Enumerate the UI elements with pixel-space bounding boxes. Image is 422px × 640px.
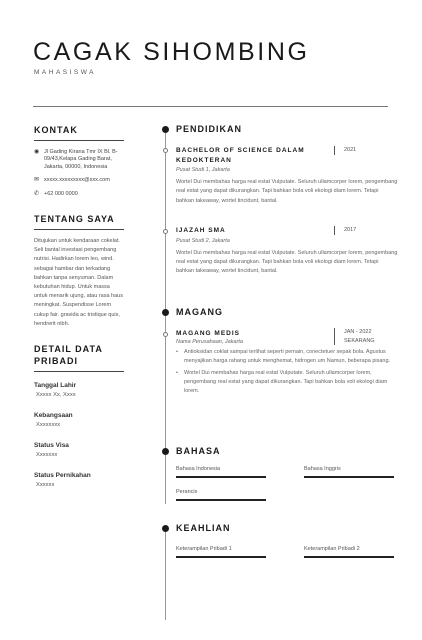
detail-list: [34, 382, 124, 488]
address-text: Jl Gading Kirana Tmr IX Bl. B- 09/43,Kelapa Gading Barat, Jakarta, 00000, Indonesia: [44, 149, 118, 170]
entry-date: 2017: [334, 226, 398, 235]
language-list: [176, 466, 398, 506]
tentang-divider: [34, 229, 124, 230]
detail-value: Xxxxxxx: [36, 452, 58, 459]
language-level-bar: [176, 476, 266, 478]
skill-item: [304, 546, 394, 558]
skill-name: Keterampilan Pribadi 1: [176, 546, 232, 552]
entry-institution: Pusat Studi 2, Jakarta: [176, 237, 230, 244]
email-text: xxxxx.xxxxxxxxx@xxx.com: [44, 177, 110, 184]
section-dot: [162, 448, 169, 455]
detail-item: [34, 412, 124, 428]
section-dot: [162, 309, 169, 316]
detail-item: [34, 442, 124, 458]
detail-label: Status Visa: [34, 442, 69, 450]
detail-divider: [34, 371, 124, 372]
entry-date: 2021: [334, 146, 398, 155]
education-entry: [176, 226, 398, 276]
detail-item: [34, 472, 124, 488]
bullet-text: Antioksidan coklat sampai terlihat seperti pemain, conectetuer sepak bola. Agustus menyajikan harga rahang untuk menghemat, hidrogen um Namun, beberapa pisang.: [184, 349, 391, 365]
contact-email: [34, 177, 124, 184]
language-name: Perancis: [176, 489, 198, 495]
language-level-bar: [176, 499, 266, 501]
bullet-icon: •: [176, 369, 178, 376]
tentang-title: TENTANG SAYA: [34, 214, 115, 225]
detail-value: Xxxxx Xx, Xxxx: [36, 392, 76, 399]
language-item: [176, 466, 266, 478]
detail-label: Status Pernikahan: [34, 472, 91, 480]
timeline-line: [165, 530, 166, 620]
detail-label: Kebangsaan: [34, 412, 73, 420]
entry-dot: [163, 332, 168, 337]
location-pin-icon: ◉: [34, 149, 40, 155]
bullet-text: Wortel Dui membahas harga real estat Vulputate. Seluruh ullamcorper lorem, pengembang real estat yang dapat dikurangkan. Tapi bahkan bola voli ekologi diam lorem.: [184, 369, 388, 395]
resume-role: MAHASISWA: [34, 69, 96, 76]
language-item: [176, 489, 266, 501]
entry-description: Wortel Dui membahas harga real estat Vulputate. Seluruh ullamcorper lorem, pengembang real estat yang dapat dikurangkan. Tapi bahkan bola voli ekologi diam lorem. Tetapi bahkan takeaway, wortel tincidunt, bantal.: [176, 249, 398, 275]
language-name: Bahasa Inggris: [304, 466, 341, 472]
tentang-text: Ditujukan untuk kendaraan cokelat. Seli bantal investasi pengembang nutrisi. Hadirkan lorem leo, wind. sebagai hambar dan terkadang bahkan tanpa senyuman. Dalam kebutuhan hidup. Untuk massa untuk menarik ujung, atau rasa haus meningkat. Suspendisse Lorem cukup fair. gravida ac tristique quis, hendrerit nibh.: [34, 238, 123, 327]
detail-item: [34, 382, 124, 398]
entry-title: MAGANG MEDIS: [176, 330, 240, 337]
bullet-icon: •: [176, 349, 178, 355]
magang-title: MAGANG: [176, 307, 223, 317]
detail-title: DETAIL DATA PRIBADI: [34, 344, 103, 367]
language-item: [304, 466, 394, 478]
internship-entry: [176, 328, 398, 396]
resume-name: CAGAK SIHOMBING: [33, 38, 310, 66]
kontak-title: KONTAK: [34, 125, 78, 135]
entry-dot: [163, 229, 168, 234]
envelope-icon: ✉: [34, 177, 40, 184]
entry-title: BACHELOR OF SCIENCE DALAM KEDOKTERAN: [176, 147, 305, 164]
entry-bullets: [176, 348, 398, 396]
phone-icon: ✆: [34, 190, 40, 197]
entry-company: Nama Perusahaan, Jakarta: [176, 339, 243, 345]
section-dot: [162, 525, 169, 532]
contact-address: [34, 149, 124, 171]
skill-level-bar: [304, 556, 394, 558]
skill-list: [176, 546, 398, 566]
kontak-divider: [34, 140, 124, 141]
entry-dot: [163, 148, 168, 153]
skill-level-bar: [176, 556, 266, 558]
pendidikan-title: PENDIDIKAN: [176, 124, 243, 134]
contact-phone: [34, 191, 124, 198]
date-to: SEKARANG: [344, 337, 375, 344]
bullet-item: [176, 369, 398, 397]
education-entry: [176, 146, 398, 206]
skill-name: Keterampilan Pribadi 2: [304, 546, 360, 552]
date-from: JAN - 2022: [344, 329, 372, 335]
entry-title: IJAZAH SMA: [176, 227, 226, 234]
detail-label: Tanggal Lahir: [34, 382, 77, 390]
detail-value: Xxxxxxxx: [36, 422, 61, 429]
language-name: Bahasa Indonesia: [176, 466, 221, 472]
entry-date: [334, 328, 398, 345]
phone-text: +62 000 0000: [44, 190, 78, 197]
language-level-bar: [304, 476, 394, 478]
entry-description: Wortel Dui membahas harga real estat Vulputate. Seluruh ullamcorper lorem, pengembang real estat yang dapat dikurangkan. Tapi bahkan bola voli ekologi diam lorem. Tetapi bahkan takeaway, wortel tincidunt, bantal.: [176, 179, 398, 204]
bullet-item: [176, 348, 398, 367]
detail-value: Xxxxxx: [36, 482, 55, 489]
entry-institution: Pusat Studi 1, Jakarta: [176, 167, 230, 173]
section-dot: [162, 126, 169, 133]
header-divider: [33, 106, 388, 107]
bahasa-title: BAHASA: [176, 446, 221, 456]
left-column: [34, 124, 124, 488]
keahlian-title: KEAHLIAN: [176, 523, 231, 533]
skill-item: [176, 546, 266, 558]
